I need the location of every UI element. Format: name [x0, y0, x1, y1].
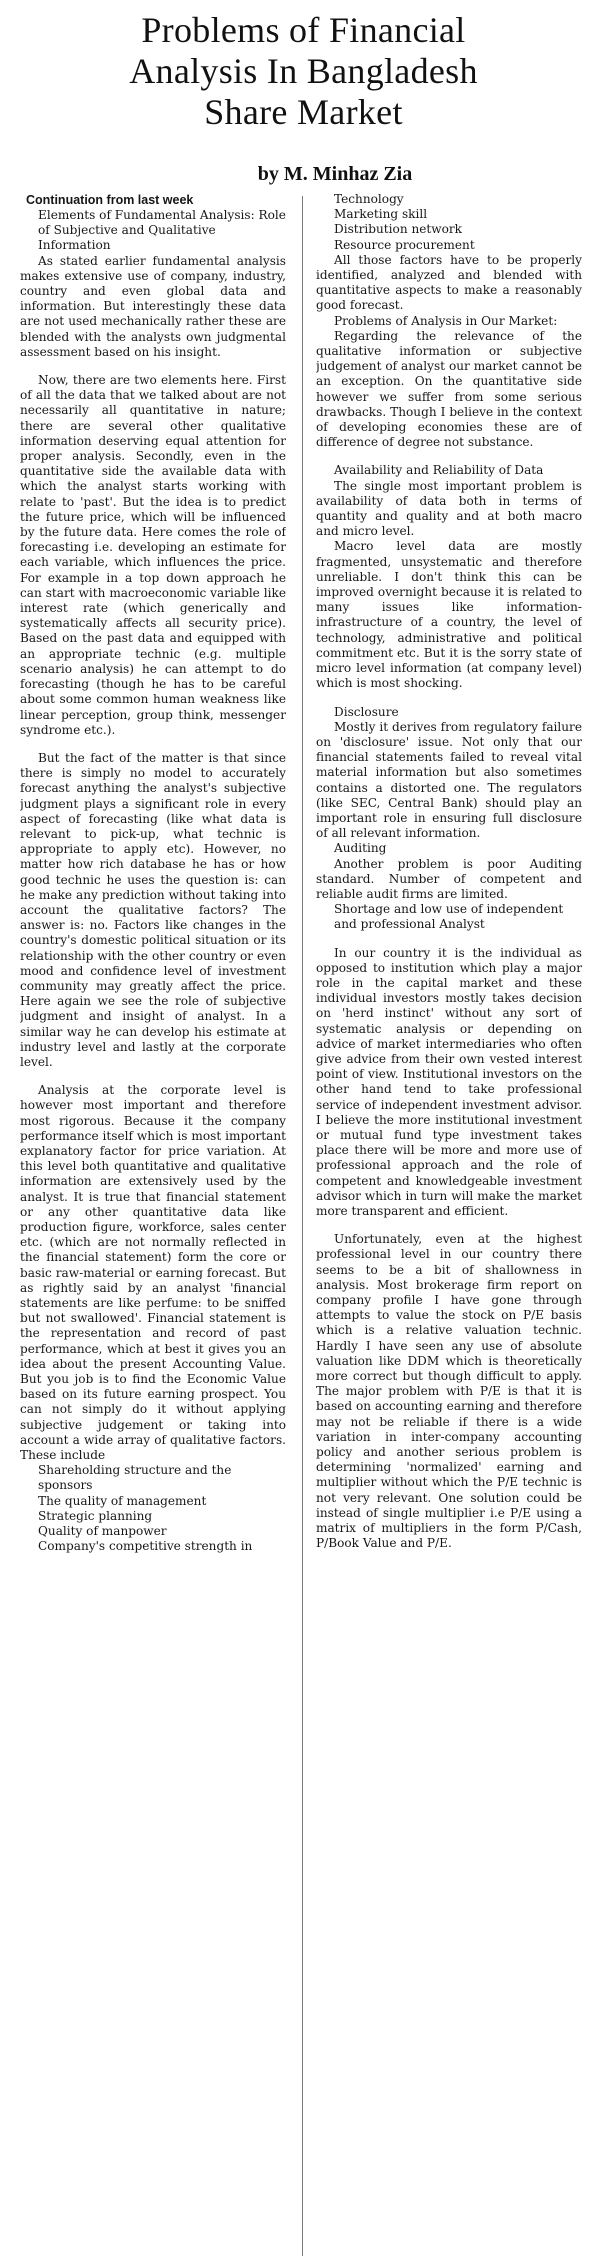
section-heading: Disclosure	[334, 704, 399, 719]
section-heading: Availability and Reliability of Data	[334, 463, 544, 478]
section-heading: Problems of Analysis in Our Market:	[334, 313, 558, 328]
paragraph: Unfortunately, even at the highest professional level in our country there seems to be a bit of shallowness in analysis. Most brokerage firm report on company profile I have gone through attempts to value the stock on P/E basis which is a relative valuation technic. Hardly I have seen any use of absolute valuation like DDM which is theoretically more correct but though difficult to apply. The major problem with P/E is that it is based on accounting earning and therefore may not be reliable if there is a wide variation in inter-company accounting policy and another serious problem is determining 'normalized' earning and multiplier without which the P/E technic is not very relevant. One solution could be instead of single multiplier i.e P/E using a matrix of multipliers in the form P/Cash, P/Book Value and P/E.	[316, 1232, 582, 1551]
list-item: The quality of management	[38, 1493, 207, 1508]
continuation-note: Continuation from last week	[26, 193, 194, 207]
paragraph: The single most important problem is availability of data both in terms of quantity and quality and at both macro and micro level.	[316, 478, 582, 539]
paragraph: Now, there are two elements here. First of all the data that we talked about are not necessarily all quantitative in nature; there are several other qualitative information deserving equal attention for proper analysis. Secondly, even in the quantitative side the available data with which the analyst starts working with relate to 'past'. But the idea is to predict the future price, which will be influenced by the future data. Here comes the role of forecasting i.e. developing an estimate for each variable, which influences the price. For example in a top down approach he can start with macroeconomic variable like interest rate (which generically and systematically affects all security price). Based on the past data and equipped with an appropriate technic (e.g. multiple scenario analysis) he can attempt to do forecasting (though he has to be careful about some common human weakness like linear perception, group think, messenger syndrome etc.).	[20, 373, 286, 737]
paragraph: All those factors have to be properly identified, analyzed and blended with quantitative aspects to make a reasonably good forecast.	[316, 252, 582, 313]
title-line: Share Market	[204, 92, 403, 132]
paragraph: But the fact of the matter is that since there is simply no model to accurately forecast anything the analyst's subjective judgment plays a significant role in every aspect of forecasting (like what data is relevant to pick-up, what technic is appropriate to apply etc). However, no matter how rich database he has or how good technic he uses the question is: can he make any prediction without taking into account the qualitative factors? The answer is: no. Factors like changes in the country's domestic political situation or its relationship with the other country or even mood and confidence level of investment community may greatly affect the price. Here again we see the role of subjective judgment and insight of analyst. In a similar way he can develop his estimate at industry level and lastly at the corporate level.	[20, 750, 286, 1069]
list-item: Company's competitive strength in	[38, 1539, 253, 1554]
paragraph: As stated earlier fundamental analysis makes extensive use of company, industry, country and even global data and information. But interestingly these data are not used mechanically rather these are blended with the analysts own judgmental assessment based on his insight.	[20, 253, 286, 359]
list-item: Quality of manpower	[38, 1524, 167, 1539]
paragraph: Macro level data are mostly fragmented, unsystematic and therefore unreliable. I don't think this can be improved overnight because it is related to many issues like information-infrastructure of a country, the level of technology, administrative and political commitment etc. But it is the sorry state of micro level information (at company level) which is most shocking.	[316, 539, 582, 691]
column-right	[316, 192, 582, 2262]
column-divider	[302, 196, 303, 2256]
column-left	[20, 192, 286, 2262]
paragraph: Another problem is poor Auditing standard. Number of competent and reliable audit firms are limited.	[316, 856, 582, 901]
byline: by M. Minhaz Zia	[257, 163, 413, 185]
list-item: Technology	[334, 192, 404, 206]
section-heading: Shortage and low use of independent and professional Analyst	[334, 902, 564, 932]
paragraph: Analysis at the corporate level is however most important and therefore most rigorous. Because it the company performance itself which is most important explanatory factor for price variation. At this level both quantitative and qualitative information are extensively used by the analyst. It is true that financial statement or any other quantitative data like production figure, workforce, sales center etc. (which are not normally reflected in the financial statement) form the core or basic raw-material or earning forecast. But as rightly said by an analyst 'financial statements are like perfume: to be sniffed but not swallowed'. Financial statement is the representation and record of past performance, which at best it gives you an idea about the present Accounting Value. But you job is to find the Economic Value based on its future earning prospect. You can not simply do it without applying subjective judgement or taking into account a wide array of qualitative factors. These include	[20, 1083, 286, 1463]
list-item: Marketing skill	[334, 207, 428, 222]
list-heading: Shareholding structure and the sponsors	[38, 1463, 232, 1493]
list-item: Strategic planning	[38, 1508, 153, 1523]
paragraph: In our country it is the individual as opposed to institution which play a major role in the capital market and these individual investors mostly takes decision on 'herd instinct' without any sort of systematic analysis or depending on advice of market intermediaries who often give advice from their own vested interest point of view. Institutional investors on the other hand tend to take professional service of independent investment advisor. I believe the more institutional investment or mutual fund type investment takes place there will be more and more use of professional approach and the role of competent and knowledgeable investment advisor which in turn will make the market more transparent and efficient.	[316, 945, 582, 1218]
list-item: Distribution network	[334, 222, 463, 237]
list-item: Resource procurement	[334, 237, 475, 252]
title-line: Analysis In Bangladesh	[129, 51, 478, 91]
paragraph: Mostly it derives from regulatory failure on 'disclosure' issue. Not only that our financial statements failed to reveal vital material information but also sometimes contains a distorted one. The regulators (like SEC, Central Bank) should play an important role in ensuring full disclosure of all relevant information.	[316, 719, 582, 841]
article-title	[0, 10, 607, 133]
title-line: Problems of Financial	[141, 10, 466, 50]
section-heading: Elements of Fundamental Analysis: Role of Subjective and Qualitative Information	[38, 208, 286, 253]
section-heading: Auditing	[334, 841, 387, 856]
paragraph: Regarding the relevance of the qualitative information or subjective judgement of analyst our market cannot be an exception. On the quantitative side however we suffer from some serious drawbacks. Though I believe in the context of developing economies these are of difference of degree not substance.	[316, 328, 582, 450]
